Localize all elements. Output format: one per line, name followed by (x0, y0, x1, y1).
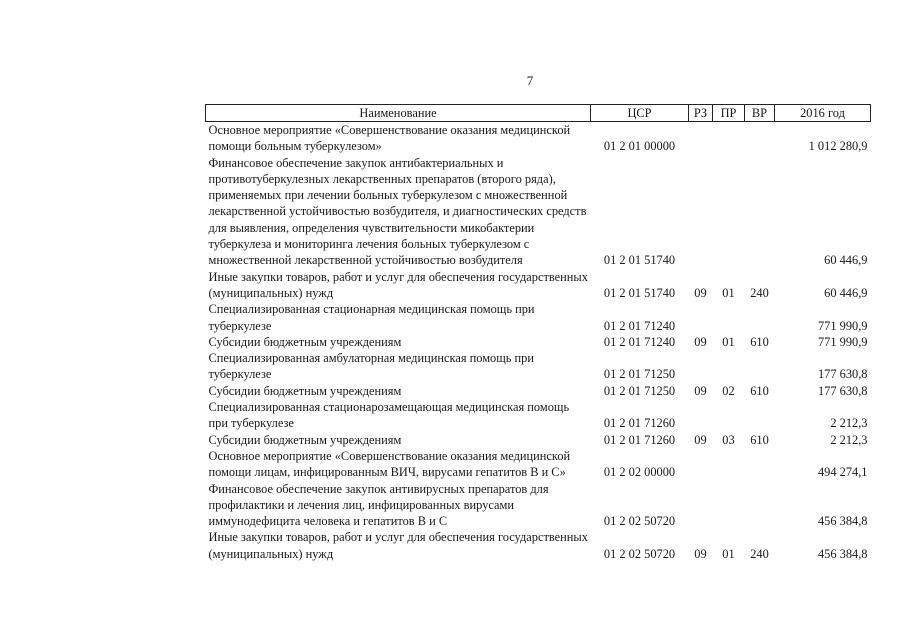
column-header-rz: РЗ (689, 105, 713, 122)
row-rz (689, 448, 713, 481)
row-name: Субсидии бюджетным учреждениям (208, 432, 402, 447)
table-row (206, 432, 871, 448)
row-csr: 01 2 01 71240 (603, 318, 676, 333)
row-amount: 177 630,8 (817, 367, 868, 382)
column-header-amount: 2016 год (775, 105, 871, 122)
table-row (206, 269, 871, 302)
row-vr (745, 399, 775, 432)
row-rz: 09 (694, 383, 707, 398)
row-pr (713, 448, 745, 481)
row-rz: 09 (694, 334, 707, 349)
row-csr: 01 2 01 71250 (603, 367, 676, 382)
row-amount: 771 990,9 (817, 334, 868, 349)
row-name: Субсидии бюджетным учреждениям (208, 334, 402, 349)
table-row (206, 529, 871, 562)
row-amount: 456 384,8 (817, 546, 868, 561)
row-csr: 01 2 02 00000 (603, 465, 676, 480)
row-csr: 01 2 02 50720 (603, 546, 676, 561)
row-amount: 1 012 280,9 (808, 139, 868, 154)
row-rz: 09 (694, 432, 707, 447)
row-vr (745, 122, 775, 155)
row-rz (689, 122, 713, 155)
row-amount: 2 212,3 (830, 432, 868, 447)
row-pr: 01 (722, 334, 735, 349)
row-name: Основное мероприятие «Совершенствование оказания медицинской помощи больным туберкулезом» (208, 123, 571, 154)
row-csr: 01 2 01 71240 (603, 334, 676, 349)
table-row (206, 334, 871, 350)
row-vr: 610 (750, 432, 769, 447)
column-header-name: Наименование (206, 105, 591, 122)
column-header-pr: ПР (713, 105, 745, 122)
row-pr (713, 155, 745, 269)
row-vr: 610 (750, 334, 769, 349)
row-name: Иные закупки товаров, работ и услуг для обеспечения государственных (муниципальных) нужд (208, 530, 588, 561)
row-pr (713, 481, 745, 530)
row-pr (713, 350, 745, 383)
table-body (206, 122, 871, 563)
row-amount: 60 446,9 (824, 285, 868, 300)
row-name: Финансовое обеспечение закупок антивирусных препаратов для профилактики и лечения лиц, инфицированных вирусами иммунодефицита человека и гепатитов В и С (208, 481, 549, 529)
row-amount: 771 990,9 (817, 318, 868, 333)
row-csr: 01 2 01 51740 (603, 285, 676, 300)
row-rz (689, 155, 713, 269)
table-row (206, 122, 871, 155)
table-row (206, 301, 871, 334)
row-rz: 09 (694, 285, 707, 300)
row-vr: 610 (750, 383, 769, 398)
table-row (206, 399, 871, 432)
row-rz (689, 481, 713, 530)
row-amount: 2 212,3 (830, 416, 868, 431)
table-row (206, 481, 871, 530)
row-csr: 01 2 02 50720 (603, 514, 676, 529)
row-vr (745, 301, 775, 334)
row-rz: 09 (694, 546, 707, 561)
row-amount: 494 274,1 (817, 465, 868, 480)
row-pr (713, 399, 745, 432)
table-row (206, 448, 871, 481)
row-csr: 01 2 01 71250 (603, 383, 676, 398)
row-vr (745, 448, 775, 481)
table-row (206, 350, 871, 383)
row-name: Специализированная амбулаторная медицинская помощь при туберкулезе (208, 351, 535, 382)
table-row (206, 155, 871, 269)
row-pr (713, 122, 745, 155)
row-vr (745, 350, 775, 383)
row-name: Специализированная стационарная медицинская помощь при туберкулезе (208, 302, 535, 333)
row-csr: 01 2 01 71260 (603, 432, 676, 447)
column-header-csr: ЦСР (591, 105, 689, 122)
row-pr (713, 301, 745, 334)
row-vr (745, 481, 775, 530)
row-pr: 01 (722, 546, 735, 561)
row-csr: 01 2 01 51740 (603, 253, 676, 268)
column-header-vr: ВР (745, 105, 775, 122)
row-pr: 03 (722, 432, 735, 447)
row-vr: 240 (750, 285, 769, 300)
row-pr: 01 (722, 285, 735, 300)
row-amount: 177 630,8 (817, 383, 868, 398)
row-rz (689, 301, 713, 334)
row-csr: 01 2 01 71260 (603, 416, 676, 431)
row-name: Основное мероприятие «Совершенствование оказания медицинской помощи лицам, инфицированным ВИЧ, вирусами гепатитов В и С» (208, 448, 571, 480)
page-number: 7 (526, 73, 534, 88)
row-csr: 01 2 01 00000 (603, 139, 676, 154)
row-rz (689, 399, 713, 432)
row-rz (689, 350, 713, 383)
row-name: Специализированная стационарозамещающая медицинская помощь при туберкулезе (208, 400, 570, 431)
row-name: Иные закупки товаров, работ и услуг для обеспечения государственных (муниципальных) нужд (208, 269, 588, 300)
table-row (206, 383, 871, 399)
row-vr (745, 155, 775, 269)
row-amount: 60 446,9 (824, 253, 868, 268)
row-vr: 240 (750, 546, 769, 561)
row-name: Финансовое обеспечение закупок антибактериальных и противотуберкулезных лекарственных препаратов (второго ряда), применяемых при лечении больных туберкулезом с множественной лекарственной устойчивостью возбудителя, и диагностических средств для выявления, определения чувствительности микобактерии туберкулеза и мониторинга лечения больных туберкулезом с множественной лекарственной устойчивостью возбудителя (208, 155, 587, 268)
row-amount: 456 384,8 (817, 514, 868, 529)
row-pr: 02 (722, 383, 735, 398)
table-header-row (206, 105, 871, 122)
budget-table (205, 104, 871, 562)
row-name: Субсидии бюджетным учреждениям (208, 383, 402, 398)
